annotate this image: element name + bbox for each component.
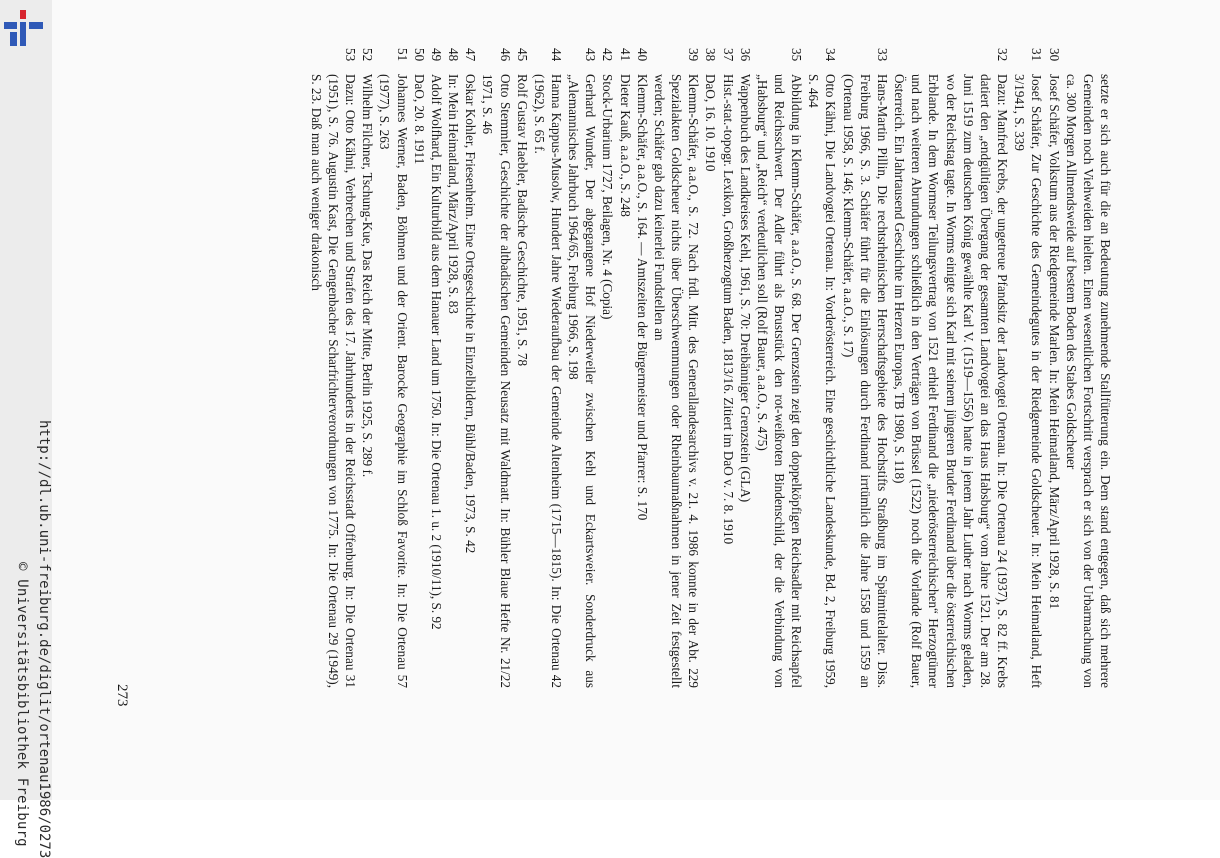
footnote-39 [651, 48, 702, 688]
footnote-35 [754, 48, 805, 688]
footnote-52 [359, 48, 376, 688]
footnote-continuation [1063, 48, 1114, 688]
footnote-text: setzte er sich auch für die an Bedeutung zunehmende Stallfütterung ein. Dem stand entgegen, daß sich mehrere Gemeinden noch Viehweiden hielten. Einen wesentlichen Fortschritt versprach er sich von der Urbarmachung von ca. 300 Morgen Allmendsweide auf bestem Boden des Stabes Goldscheuer [1063, 74, 1113, 688]
footnote-number: 35 [789, 48, 805, 62]
footnote-32 [891, 48, 1011, 688]
footnote-text: Hist.-stat.-topogr. Lexikon, Großherzogtum Baden, 1813/16. Zitiert im DaO v. 7. 8. 1910 [720, 74, 736, 545]
footnote-47 [462, 48, 479, 688]
footnote-number: 30 [1046, 48, 1062, 62]
footnote-40 [634, 48, 651, 688]
footnote-text: Josef Schäfer, Volkstum aus der Riedgemeinde Marlen. In: Mein Heimatland, März/April 1928, S. 81 [1046, 74, 1062, 610]
footnote-number: 52 [360, 48, 376, 62]
footnote-53 [308, 48, 359, 688]
footnote-number: 46 [497, 48, 513, 62]
footnote-number: 53 [343, 48, 359, 62]
footnote-text: Rolf Gustav Haebler, Badische Geschichte, 1951, S. 78 [514, 74, 530, 367]
footnote-number: 48 [446, 48, 462, 62]
footnote-number: 38 [703, 48, 719, 62]
footnote-text: Wilhelm Filchner, Tschung-Kue, Das Reich der Mitte, Berlin 1925, S. 289 f. [360, 74, 376, 478]
scanned-page [114, 48, 1114, 707]
footnote-number: 40 [634, 48, 650, 62]
footnote-number: 42 [600, 48, 616, 62]
footnote-text: Johannes Werner, Baden, Böhmen und der Orient. Barocke Geographie im Schloß Favorite. In: Die Ortenau 57 (1977), S. 263 [377, 74, 410, 688]
footnote-38 [702, 48, 719, 688]
footnote-number: 43 [583, 48, 599, 62]
footnote-text: Dieter Kauß, a.a.O., S. 248 [617, 74, 633, 217]
footnote-text: Klemm-Schäfer, a.a.O., S. 72. Nach frdl. Mitt. des Generallandesarchivs v. 21. 4. 1986 konnte in der Abt. 229 Spezialakten Goldscheuer nichts über Überschwemmungen oder Rheinbaumaßnahmen in jener Zeit festgestellt werden; Schäfer gab dazu keinerlei Fundstellen an [651, 74, 702, 688]
footnote-45 [514, 48, 531, 688]
library-logo-icon [4, 8, 44, 48]
footnote-36 [737, 48, 754, 688]
footnote-text: Otto Kähni, Die Landvogtei Ortenau. In: Vorderösterreich. Eine geschichtliche Landeskunde, Bd. 2, Freiburg 1959, S. 464 [806, 74, 839, 688]
source-url: http://dl.ub.uni-freiburg.de/diglit/ortenau1986/0273 [36, 420, 52, 858]
footnote-33 [840, 48, 891, 688]
footnote-number: 32 [995, 48, 1011, 62]
footnote-text: Hanna Kappus-Musolw, Hundert Jahre Wiederaufbau der Gemeinde Altenheim (1715—1815). In: Die Ortenau 42 (1962), S. 65 f. [531, 74, 564, 688]
institution-credit: © Universitätsbibliothek Freiburg [14, 562, 30, 847]
footnote-42 [599, 48, 616, 688]
footnote-43 [565, 48, 599, 688]
footnote-text: Josef Schäfer, Zur Geschichte des Gemeindegutes in der Riedgemeinde Goldscheuer. In: Mein Heimatland, Heft 3/1941, S. 339 [1012, 74, 1045, 688]
footnote-text: Oskar Kohler, Friesenheim. Eine Ortsgeschichte in Einzelbildern, Bühl/Baden, 1973, S. 42 [463, 74, 479, 554]
footnote-number: 31 [1029, 48, 1045, 62]
footnote-number: 37 [720, 48, 736, 62]
footnote-text: Adolf Wolfhard, Ein Kulturbild aus dem Hanauer Land um 1750. In: Die Ortenau 1. u. 2 (1910/11), S. 92 [428, 74, 444, 630]
footnote-number: 47 [463, 48, 479, 62]
footnote-number: 49 [428, 48, 444, 62]
footnote-number: 39 [686, 48, 702, 62]
footnote-text: Wappenbuch des Landkreises Kehl, 1961, S. 70: Dreibänniger Grenzstein (GLA) [737, 74, 753, 503]
footnote-text: Stock-Urbarium 1727, Beilagen, Nr. 4 (Copia) [600, 74, 616, 320]
footnote-number: 33 [874, 48, 890, 62]
footnote-number: 34 [823, 48, 839, 62]
footnote-44 [531, 48, 565, 688]
footnote-50 [411, 48, 428, 688]
footnote-41 [616, 48, 633, 688]
footnote-list [308, 48, 1114, 688]
footnote-text: Klemm-Schäfer, a.a.O., S. 164. — Amtszeiten der Bürgermeister und Pfarrer: S. 170 [634, 74, 650, 521]
footnote-number: 41 [617, 48, 633, 62]
footnote-48 [445, 48, 462, 688]
viewer-side-strip [0, 0, 52, 858]
footnote-text: In: Mein Heimatland, März/April 1928, S. 83 [446, 74, 462, 314]
footnote-text: DaO, 20. 8. 1911 [411, 74, 427, 165]
footnote-number: 50 [411, 48, 427, 62]
footnote-30 [1045, 48, 1062, 688]
footnote-number: 51 [394, 48, 410, 62]
footnote-46 [479, 48, 513, 688]
footnote-number: 36 [737, 48, 753, 62]
footnote-37 [719, 48, 736, 688]
footnote-text: DaO, 16. 10. 1910 [703, 74, 719, 172]
footnote-31 [1011, 48, 1045, 688]
footnote-49 [428, 48, 445, 688]
footnote-number: 45 [514, 48, 530, 62]
footnote-text: Dazu: Otto Kähni, Verbrechen und Strafen des 17. Jahrhunderts in der Reichsstadt Offenburg. In: Die Ortenau 31 (1951), S. 76. Augustin Kast, Die Gengenbacher Scharfrichterverordnungen von 1775. In: Die Ortenau 29 (1949), S. 23. Daß man auch weniger drakonisch [308, 74, 359, 688]
footnote-text: Gerhard Wunder, Der abgegangene Hof Niederweiler zwischen Kehl und Eckartsweier. Sonderdruck aus „Alemannisches Jahrbuch 1964/65, Freiburg 1966, S. 198 [566, 74, 599, 688]
footnote-text: Dazu: Manfred Krebs, der ungetreue Pfandsitz der Landvogtei Ortenau. In: Die Ortenau 24 (1937), S. 82 ff. Krebs datiert den „endgültigen Übergang der gesamten Landvogtei an das Haus Habsburg“ vom Jahre 1521. Der am 28. Juni 1519 zum deutschen König gewählte Karl V. (1519—1556) hatte in jenem Jahr Luther nach Worms geladen, wo der Reichstag tagte. In Worms einigte sich Karl mit seinem jüngeren Bruder Ferdinand über die österreichischen Erblande. In dem Wormser Teilungsvertrag von 1521 erhielt Ferdinand die „niederösterreichischen“ Herzogtümer und nach weiteren Abrundungen schließlich in den Verträgen von Brüssel (1522) noch die Vorlande (Rolf Bauer, Österreich. Ein Jahrtausend Geschichte im Herzen Europas, TB 1980, S. 118) [892, 74, 1011, 688]
footnote-51 [376, 48, 410, 688]
footnote-34 [805, 48, 839, 688]
footnote-text: Otto Stemmler, Geschichte der altbadischen Gemeinden Neusatz mit Waldmatt. In: Bühler Blaue Hefte Nr. 21/22 1971, S. 46 [480, 74, 513, 688]
page-number: 273 [114, 684, 130, 707]
footnote-text: Abbildung in Klemm-Schäfer, a.a.O., S. 68. Der Grenzstein zeigt den doppelköpfigen Reichsadler mit Reichsapfel und Reichsschwert. Der Adler führt als Bruststück den rot-weißroten Bindenschild, der die Verbindung von „Habsburg“ und „Reich“ verdeutlichen soll (Rolf Bauer, a.a.O., S. 475) [754, 74, 805, 688]
footnote-number: 44 [549, 48, 564, 62]
footnote-text: Hans-Martin Pillin, Die rechtsrheinischen Herrschaftsgebiete des Hochstifts Straßburg im Spätmittelalter. Diss. Freiburg 1966, S. 3. Schäfer führt für die Einlösungen durch Ferdinand irrtümlich die Jahre 1558 und 1559 an (Ortenau 1958, S. 146; Klemm-Schäfer, a.a.O., S. 17) [840, 74, 890, 688]
